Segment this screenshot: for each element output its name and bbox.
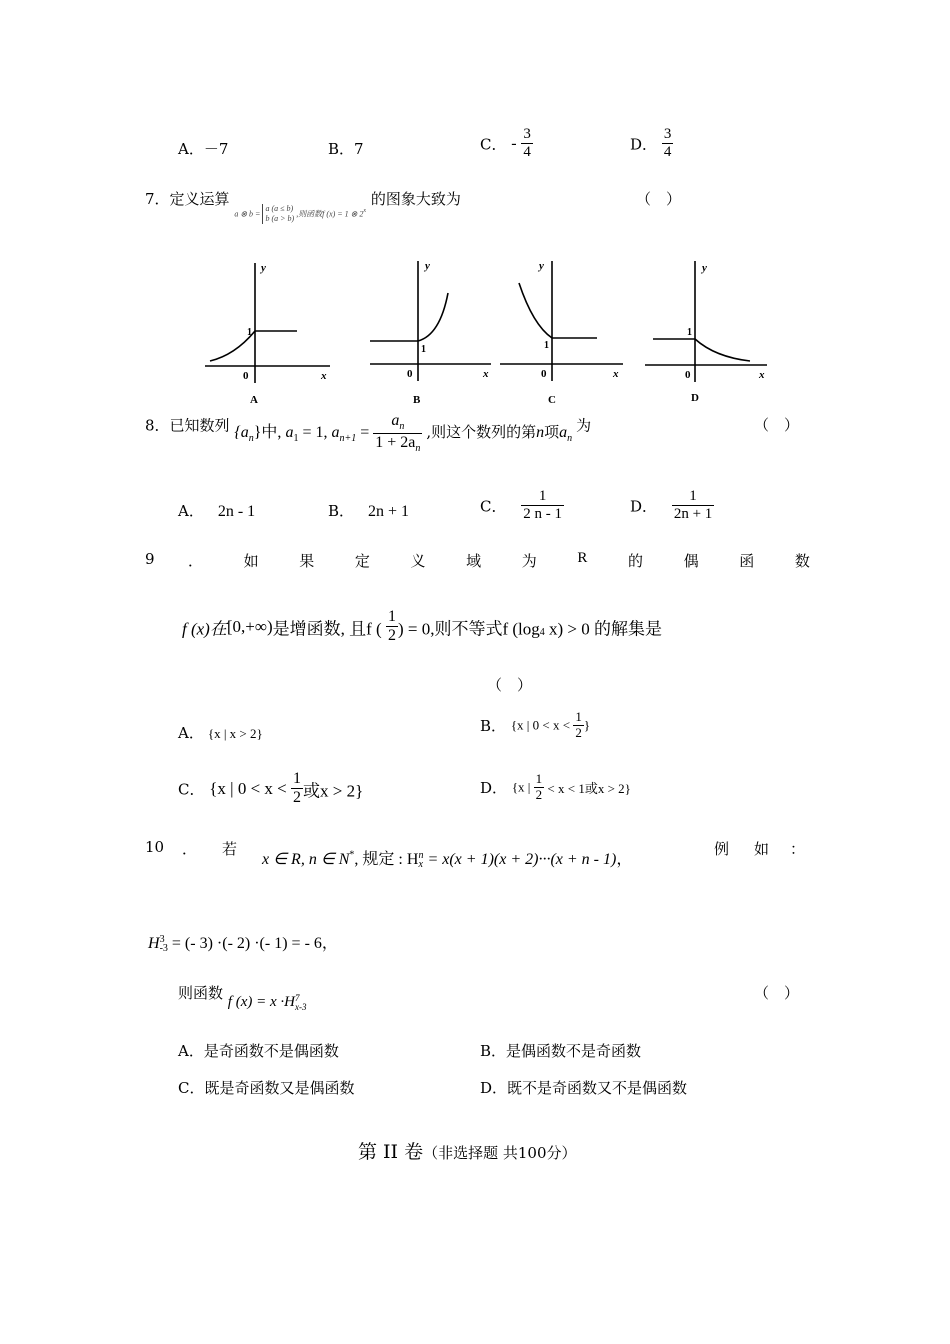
q9-option-c	[178, 770, 363, 808]
q8-text-before: 已知数列	[169, 416, 230, 435]
section-title: 第 II 卷	[358, 1141, 424, 1163]
q6-a-label: A．	[178, 140, 204, 158]
q7-graph-a-origin: 0	[243, 370, 249, 382]
q9-b-post: }	[583, 717, 591, 733]
q10-ex-sub: -3	[159, 943, 168, 955]
q9-condition	[182, 608, 662, 646]
q10-fn-text: 则函数	[178, 984, 224, 1002]
q8-b-value: 2n + 1	[368, 503, 410, 520]
q7-graph-c-origin: 0	[541, 368, 547, 380]
q9-line2-a: f (x)在	[182, 619, 227, 639]
q8-wei: 为	[576, 416, 592, 435]
q6-c-sign: -	[511, 134, 517, 152]
q9-answer-paren: （ ）	[487, 676, 533, 694]
q9-head	[188, 550, 810, 571]
q10-fn-scripts	[295, 994, 307, 1012]
q8-seq-sub: n	[248, 433, 254, 445]
q9-head-char: 函	[739, 552, 755, 570]
q10-rule-sup: n	[418, 850, 424, 862]
q9-c-post: 或x > 2}	[303, 781, 364, 801]
q7-text-before: 定义运算	[169, 190, 230, 208]
q8-frac-num	[373, 412, 422, 434]
q8-frac-den	[373, 434, 422, 455]
q8-b-label: B．	[328, 502, 355, 520]
q10-answer-paren: （ ）	[754, 984, 800, 1002]
q10-b-value: 是偶函数不是奇函数	[506, 1042, 642, 1060]
q9-half	[386, 608, 398, 646]
q6-d-fraction	[662, 126, 674, 162]
q7-case-1: a (a ≤ b)	[265, 204, 294, 214]
q10-fn-sub: x-3	[294, 1001, 307, 1012]
q8-a1-eq: = 1,	[298, 423, 328, 441]
q7-graph-d-origin: 0	[685, 369, 691, 381]
q6-a-value: －7	[203, 140, 229, 158]
q8-a1: a	[285, 423, 294, 441]
q8-d-den: 2n + 1	[673, 506, 713, 523]
q7-graph-a-label: A	[250, 394, 258, 406]
q8-frac-num-sub: n	[399, 421, 405, 433]
q7-answer-paren: （ ）	[636, 190, 682, 208]
q10-eg-3: ：	[790, 840, 806, 858]
q7-definition	[234, 204, 366, 224]
q7-text-after: 的图象大致为	[370, 190, 461, 208]
q10-a-label: A．	[178, 1042, 204, 1060]
q6-c-num: 3	[521, 126, 533, 144]
q6-c-den: 4	[523, 144, 531, 161]
q9-line2-d: x) > 0 的解集是	[544, 619, 662, 639]
q9-d-num: 1	[535, 771, 543, 786]
q9-head-char: R	[577, 550, 588, 566]
q8-answer-paren: （ ）	[754, 416, 800, 434]
q9-head-char: 如	[243, 552, 259, 570]
q9-half-den: 2	[387, 627, 396, 645]
q9-number: 9	[145, 550, 155, 568]
q7-graph-b-y: y	[425, 260, 430, 272]
q7-graph-b-origin: 0	[407, 368, 413, 380]
q8-option-b	[328, 500, 409, 521]
q7-number: 7．	[145, 190, 170, 208]
q7-graph-c-label: C	[548, 394, 556, 406]
q10-rule-text: , 规定 : H	[354, 851, 419, 868]
q10-number: 10	[145, 838, 165, 856]
q9-head-char: 域	[466, 552, 482, 570]
q10-option-b	[480, 1040, 641, 1061]
q7-graph-a-one: 1	[247, 327, 252, 338]
q9-c-label: C．	[178, 780, 205, 799]
q6-d-label: D．	[630, 135, 658, 154]
q10-fn: f (x) = x ·H	[227, 994, 295, 1010]
section-subtitle: （非选择题 共100分）	[423, 1144, 577, 1162]
q10-eg-2: 如	[754, 840, 770, 858]
q8-d-num: 1	[672, 488, 714, 506]
q8-option-a	[178, 500, 255, 521]
q9-a-value: {x | x > 2}	[207, 726, 263, 741]
q8-frac-den-text: 1 + 2a	[375, 433, 416, 451]
q6-option-b	[328, 138, 364, 159]
q6-c-fraction	[521, 126, 533, 162]
q8-c-num: 1	[521, 488, 564, 506]
q9-b-fraction	[573, 710, 584, 741]
q9-head-char: 偶	[683, 552, 699, 570]
q8-an: a	[559, 423, 568, 441]
q10-ex-sup: 3	[159, 934, 165, 946]
q10-function	[178, 982, 306, 1012]
q7-graph-d-one: 1	[687, 327, 692, 338]
q9-a-label: A．	[178, 724, 204, 742]
q8-c-fraction	[521, 488, 564, 524]
q8-d-label: D．	[630, 497, 658, 516]
q10-ruo: 若	[222, 840, 238, 858]
q9-d-fraction	[534, 772, 545, 803]
q6-b-label: B．	[328, 140, 355, 158]
q9-b-num: 1	[575, 709, 582, 724]
q9-line2-c: ) = 0,则不等式f (log	[397, 619, 540, 639]
q6-d-den: 4	[663, 144, 672, 161]
q8-seq: {a	[234, 423, 249, 441]
q8-option-c	[480, 488, 564, 524]
q9-head-char: 为	[521, 552, 537, 570]
q9-log-sub: 4	[539, 627, 545, 639]
q10-option-d	[480, 1077, 687, 1098]
section-heading	[358, 1137, 577, 1164]
q7-graph-c-y: y	[539, 260, 544, 272]
q8-a-value: 2n - 1	[217, 503, 256, 520]
q8-frac-num-a: a	[391, 412, 400, 429]
q8-c-label: C．	[480, 497, 507, 516]
q9-half-num: 1	[386, 608, 398, 627]
q10-option-a	[178, 1040, 339, 1061]
q9-b-den: 2	[575, 724, 582, 740]
q10-ex-comma: ，	[321, 935, 338, 952]
q9-head-char: 数	[794, 552, 810, 570]
q9-b-label: B．	[480, 716, 507, 735]
q9-head-char: 果	[299, 552, 315, 570]
q7-graph-d-label: D	[691, 392, 699, 404]
q8-an1: a	[331, 423, 340, 441]
q6-b-value: 7	[354, 140, 364, 158]
q10-d-value: 既不是奇函数又不是偶函数	[507, 1079, 688, 1097]
q7-graph-c	[500, 260, 623, 406]
q9-c-den: 2	[293, 789, 302, 807]
q9-option-b	[480, 710, 590, 741]
q7-def-lhs: a ⊗ b =	[234, 209, 261, 219]
q9-line2-b: 是增函数, 且f (	[272, 619, 382, 639]
q9-interval: [0,+∞)	[226, 616, 273, 636]
q9-head-char: 的	[628, 552, 644, 570]
q7-graph-c-one: 1	[544, 340, 549, 351]
q7-graph-a-x: x	[321, 370, 327, 382]
q9-d-den: 2	[535, 786, 543, 802]
q9-d-post: < x < 1或x > 2}	[544, 780, 631, 796]
q7-graph-b-one: 1	[421, 344, 426, 355]
q9-b-pre: {x | 0 < x <	[510, 717, 574, 733]
q8-option-d	[630, 488, 714, 524]
q10-dot: ．	[182, 840, 198, 858]
q10-fn-sup: 7	[294, 992, 300, 1003]
q10-example	[148, 930, 338, 953]
q10-b-label: B．	[480, 1042, 507, 1060]
q6-option-d	[630, 126, 673, 162]
q10-c-value: 既是奇函数又是偶函数	[204, 1079, 355, 1097]
q8-seq-close: }中,	[253, 423, 282, 441]
q8-d-fraction	[672, 488, 714, 524]
q10-eg-1: 例	[714, 840, 730, 858]
q8-a-label: A．	[178, 502, 204, 520]
q8-stem	[145, 412, 591, 454]
q8-frac-den-sub: n	[415, 442, 421, 454]
q9-c-pre: {x | 0 < x <	[209, 778, 292, 798]
q8-fraction	[373, 412, 422, 454]
q10-d-label: D．	[480, 1079, 508, 1097]
q9-head-char: 定	[354, 552, 370, 570]
q9-head-char: ．	[188, 552, 204, 570]
q9-d-label: D．	[480, 778, 508, 797]
q6-c-label: C．	[480, 135, 507, 154]
q6-option-a	[178, 138, 228, 159]
q7-def-cases	[262, 204, 294, 224]
q7-def-rest: ,则函数f (x) = 1 ⊗ 2	[296, 209, 364, 219]
q6-option-c	[480, 126, 533, 162]
q7-graph-c-x: x	[613, 368, 619, 380]
q10-ex-H: H	[148, 935, 160, 952]
q10-rule-sub: x	[418, 859, 423, 871]
q10-option-c	[178, 1077, 355, 1098]
q10-ex-scripts	[160, 935, 168, 953]
q10-a-value: 是奇函数不是偶函数	[203, 1042, 339, 1060]
q9-c-fraction	[291, 770, 303, 808]
q7-graph-a-y: y	[261, 262, 266, 274]
q9-option-d	[480, 772, 631, 803]
q10-cond: x ∈ R, n ∈ N	[262, 851, 350, 868]
q9-c-num: 1	[291, 770, 303, 789]
q7-graph-d	[645, 261, 767, 404]
q10-ex-rhs: = (- 3) ·(- 2) ·(- 1) = - 6	[167, 935, 322, 952]
q10-cond-sup: *	[349, 849, 355, 861]
q8-c-den: 2 n - 1	[523, 506, 563, 523]
q8-xiang: 项	[544, 422, 560, 441]
q7-graphs	[195, 255, 785, 410]
q8-text-after: ,则这个数列的第	[426, 422, 537, 441]
q8-n: n	[536, 423, 545, 441]
q9-d-pre: {x |	[511, 779, 534, 795]
q8-an1-eq: =	[356, 423, 374, 441]
q10-fn-formula	[228, 994, 307, 1010]
q7-graph-b-label: B	[413, 394, 421, 406]
q7-graph-d-y: y	[702, 262, 707, 274]
q7-graph-d-x: x	[759, 369, 765, 381]
q9-option-a	[178, 722, 263, 743]
q8-an-sub: n	[567, 433, 573, 445]
q8-a1-sub: 1	[293, 433, 299, 445]
q6-d-num: 3	[662, 126, 674, 144]
q10-rule-rhs: = x(x + 1)(x + 2)···(x + n - 1)	[423, 851, 617, 868]
q7-case-2: b (a > b)	[265, 214, 295, 224]
q10-rule	[262, 846, 632, 869]
q7-def-exp: x	[363, 208, 367, 215]
q8-number: 8．	[145, 416, 170, 435]
q7-graph-a	[205, 262, 330, 406]
q7-stem	[145, 188, 461, 224]
q8-formula	[234, 412, 576, 454]
q7-graph-b	[370, 260, 491, 406]
q10-comma: ，	[616, 851, 633, 868]
q8-an1-sub: n+1	[339, 433, 357, 445]
q7-graph-b-x: x	[483, 368, 489, 380]
q9-head-char: 义	[410, 552, 426, 570]
q10-c-label: C．	[178, 1079, 205, 1097]
